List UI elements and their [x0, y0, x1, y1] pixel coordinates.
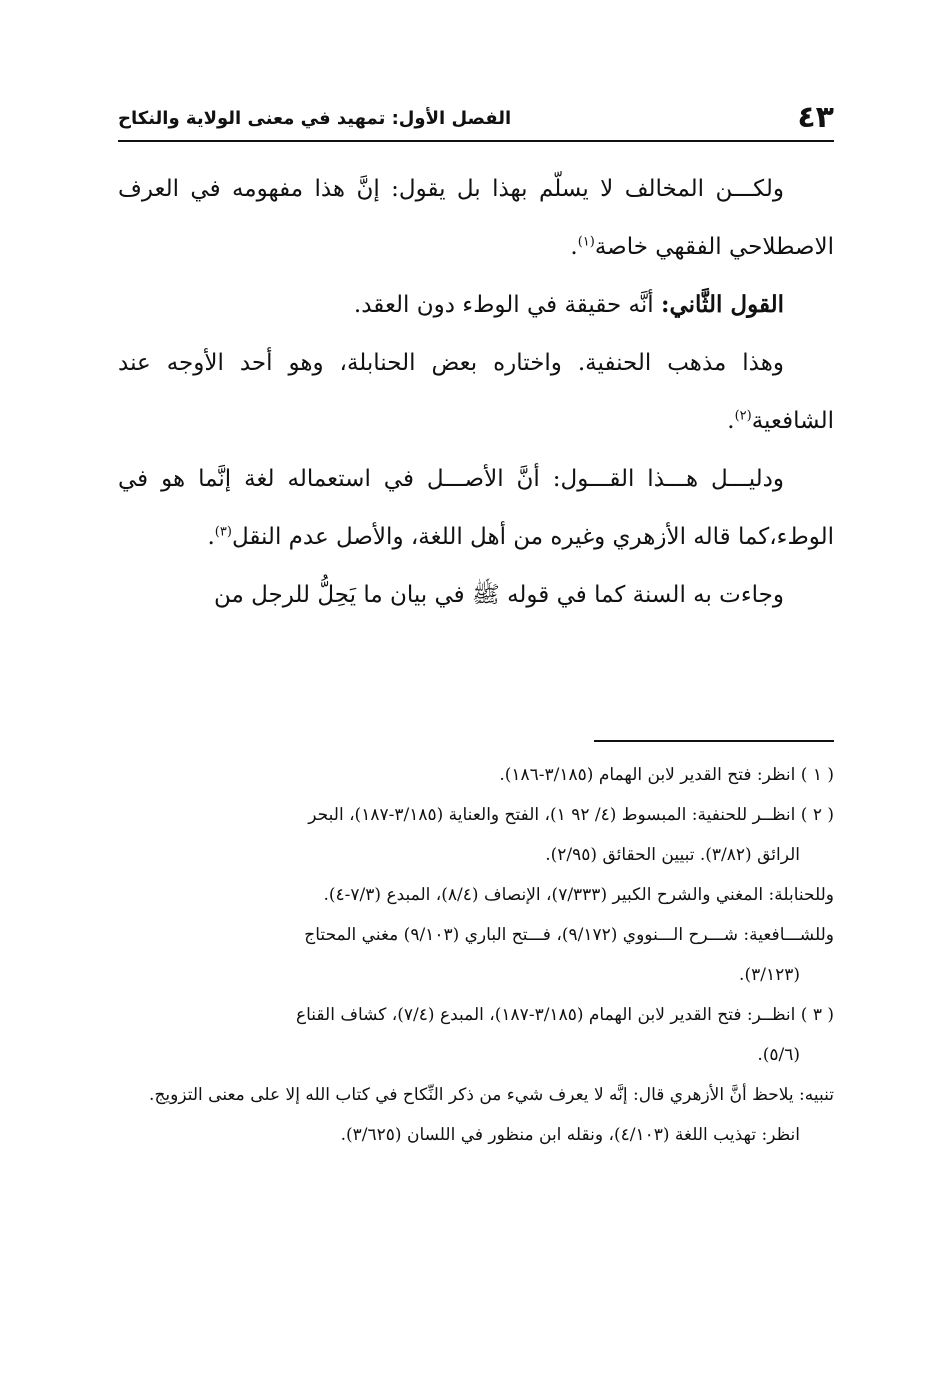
footnote-2-shafii: وللشـــافعية: شـــرح الـــنووي (٩/١٧٢)، فـــتح الباري (٩/١٠٣) مغني المحتاج	[304, 925, 834, 945]
footnote-2-line-1: ( ٢ ) انظــر للحنفية: المبسوط (٤/ ٩٢ ١)، الفتح والعناية (٣/١٨٥-١٨٧)، البحر	[308, 805, 834, 825]
footnote-separator	[594, 740, 834, 742]
footnote-note-reference: انظر: تهذيب اللغة (٤/١٠٣)، ونقله ابن منظور في اللسان (٣/٦٢٥).	[340, 1125, 800, 1145]
second-opinion-heading: القول الثَّاني:	[660, 291, 784, 318]
footnote-ref-2: (٢)	[734, 408, 752, 424]
paragraph-5: وجاءت به السنة كما في قوله ﷺ في بيان ما يَحِلُّ للرجل من	[213, 582, 784, 608]
paragraph-2-text: أنَّه حقيقة في الوطء دون العقد.	[353, 292, 661, 318]
paragraph-4-end: .	[207, 524, 215, 550]
paragraph-3	[118, 334, 834, 450]
footnote-3-line-1: ( ٣ ) انظــر: فتح القدير لابن الهمام (٣/١٨٥-١٨٧)، المبدع (٧/٤)، كشاف القناع	[295, 1005, 834, 1025]
footnote-3-line-2: (٥/٦).	[757, 1045, 800, 1065]
footnotes	[118, 755, 834, 1155]
paragraph-1-text: ولكـــن المخالف لا يسلّم بهذا بل يقول: إنَّ هذا مفهومه في العرف الاصطلاحي الفقهي خاصة	[118, 176, 834, 260]
footnote-2-hanbali: وللحنابلة: المغني والشرح الكبير (٧/٣٣٣)، الإنصاف (٨/٤)، المبدع (٧/٣-٤).	[323, 885, 834, 905]
main-text	[118, 160, 834, 624]
footnote-2-line-2: الرائق (٣/٨٢). تبيين الحقائق (٢/٩٥).	[545, 845, 800, 865]
chapter-title: الفصل الأول: تمهيد في معنى الولاية والنكاح	[118, 108, 512, 129]
paragraph-3-end: .	[727, 408, 735, 434]
footnote-1: ( ١ ) انظر: فتح القدير لابن الهمام (٣/١٨٥-١٨٦).	[499, 765, 834, 785]
paragraph-1-end: .	[570, 234, 578, 260]
paragraph-4-text: ودليـــل هـــذا القـــول: أنَّ الأصـــل في استعماله لغة إنَّما هو في الوطء،كما قاله الأزهري وغيره من أهل اللغة، والأصل عدم النقل	[118, 466, 834, 550]
paragraph-4	[118, 450, 834, 566]
footnote-ref-1: (١)	[577, 234, 595, 250]
running-head	[118, 98, 834, 138]
paragraph-1	[118, 160, 834, 276]
page-number: ٤٣	[797, 100, 834, 135]
footnote-note: تنبيه: يلاحظ أنَّ الأزهري قال: إنَّه لا يعرف شيء من ذكر النِّكاح في كتاب الله إلا على معنى التزويج.	[149, 1085, 834, 1105]
footnote-2-shafii-end: (٣/١٢٣).	[739, 965, 800, 985]
header-rule	[118, 140, 834, 142]
book-page	[118, 0, 834, 1375]
paragraph-3-text: وهذا مذهب الحنفية. واختاره بعض الحنابلة، وهو أحد الأوجه عند الشافعية	[118, 350, 834, 434]
footnote-ref-3: (٣)	[214, 524, 232, 540]
paragraph-2	[118, 276, 834, 334]
